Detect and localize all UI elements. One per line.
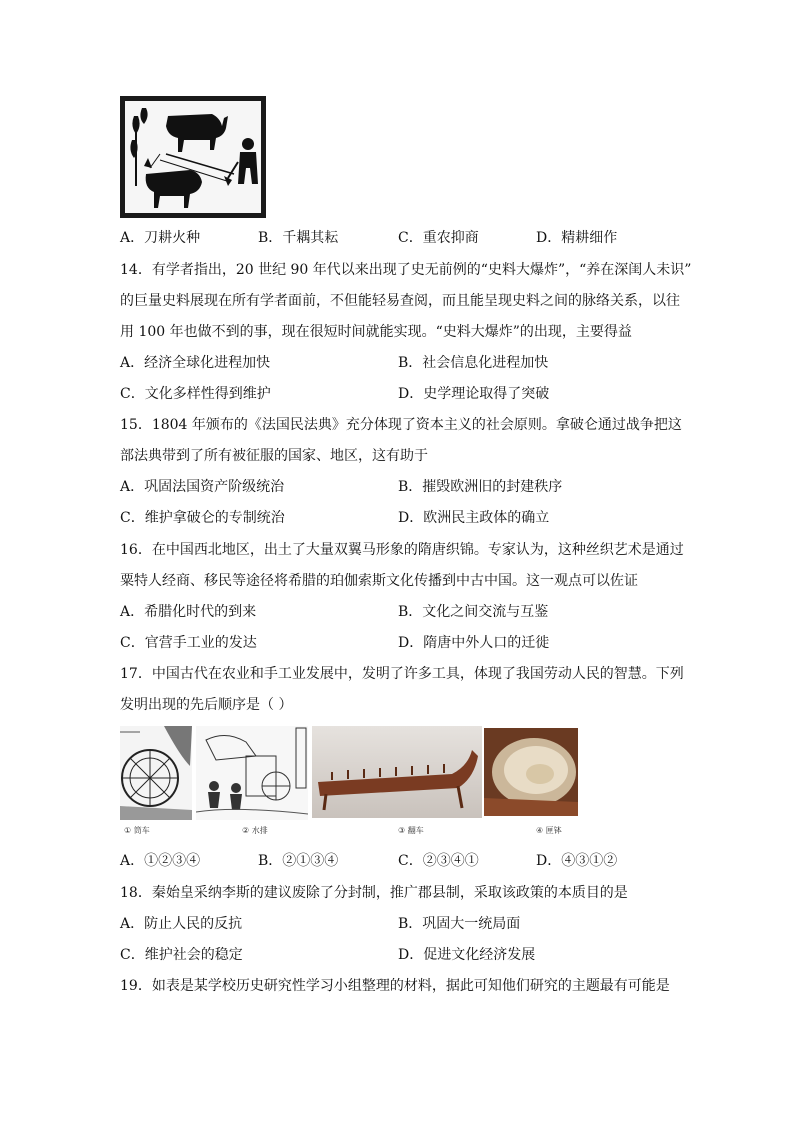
q17-option-b: B．②①③④ <box>258 853 339 869</box>
q16-stem-line-1: 16．在中国西北地区，出土了大量双翼马形象的隋唐织锦。专家认为，这种丝织艺术是通过 <box>120 542 684 558</box>
xiabo-image <box>484 728 578 816</box>
q14-stem-line-1: 14．有学者指出，20 世纪 90 年代以来出现了史无前例的“史料大爆炸”，“养在深闺人未识” <box>120 262 692 278</box>
q15-stem-line-2: 部法典带到了所有被征服的国家、地区，这有助于 <box>120 448 428 464</box>
q15-option-b: B．摧毁欧洲旧的封建秩序 <box>398 479 563 495</box>
fanche-image <box>312 726 482 818</box>
q14-stem-line-3: 用 100 年也做不到的事，现在很短时间就能实现。“史料大爆炸”的出现，主要得益 <box>120 324 632 340</box>
q14-option-a: A．经济全球化进程加快 <box>120 355 271 371</box>
q17-caption-1: ① 筒车 <box>124 826 150 835</box>
q17-stem-line-2: 发明出现的先后顺序是（ ） <box>120 697 293 713</box>
q14-option-d: D．史学理论取得了突破 <box>398 386 550 402</box>
q15-option-a: A．巩固法国资产阶级统治 <box>120 479 285 495</box>
q17-option-c: C．②③④① <box>398 853 479 869</box>
q16-option-a: A．希腊化时代的到来 <box>120 604 257 620</box>
q17-option-d: D．④③①② <box>536 853 618 869</box>
q16-option-b: B．文化之间交流与互鉴 <box>398 604 549 620</box>
ox-plough-image <box>120 96 266 218</box>
q18-option-a: A．防止人民的反抗 <box>120 916 243 932</box>
q13-option-b: B．千耦其耘 <box>258 230 339 246</box>
q13-option-d: D．精耕细作 <box>536 230 618 246</box>
q18-option-c: C．维护社会的稳定 <box>120 947 243 963</box>
q13-option-a: A．刀耕火种 <box>120 230 201 246</box>
q17-caption-4: ④ 匣钵 <box>536 826 562 835</box>
q18-stem-line-1: 18．秦始皇采纳李斯的建议废除了分封制，推广郡县制，采取该政策的本质目的是 <box>120 885 628 901</box>
q15-option-c: C．维护拿破仑的专制统治 <box>120 510 285 526</box>
q13-option-c: C．重农抑商 <box>398 230 479 246</box>
q18-option-b: B．巩固大一统局面 <box>398 916 521 932</box>
q18-option-d: D．促进文化经济发展 <box>398 947 536 963</box>
q14-option-c: C．文化多样性得到维护 <box>120 386 271 402</box>
q14-stem-line-2: 的巨量史料展现在所有学者面前，不但能轻易查阅，而且能呈现史料之间的脉络关系，以往 <box>120 293 680 309</box>
q17-stem-line-1: 17．中国古代在农业和手工业发展中，发明了许多工具，体现了我国劳动人民的智慧。下列 <box>120 666 684 682</box>
q16-stem-line-2: 粟特人经商、移民等途径将希腊的珀伽索斯文化传播到中古中国。这一观点可以佐证 <box>120 573 638 589</box>
q19-stem-line-1: 19．如表是某学校历史研究性学习小组整理的材料，据此可知他们研究的主题最有可能是 <box>120 978 670 994</box>
q15-stem-line-1: 15．1804 年颁布的《法国民法典》充分体现了资本主义的社会原则。拿破仑通过战争把这 <box>120 417 682 433</box>
q16-option-d: D．隋唐中外人口的迁徙 <box>398 635 550 651</box>
tongche-image <box>120 726 192 820</box>
q17-caption-3: ③ 翻车 <box>398 826 424 835</box>
shuipai-image <box>196 726 308 820</box>
q16-option-c: C．官营手工业的发达 <box>120 635 257 651</box>
q17-caption-2: ② 水排 <box>242 826 268 835</box>
q17-option-a: A．①②③④ <box>120 853 201 869</box>
q14-option-b: B．社会信息化进程加快 <box>398 355 549 371</box>
q15-option-d: D．欧洲民主政体的确立 <box>398 510 550 526</box>
